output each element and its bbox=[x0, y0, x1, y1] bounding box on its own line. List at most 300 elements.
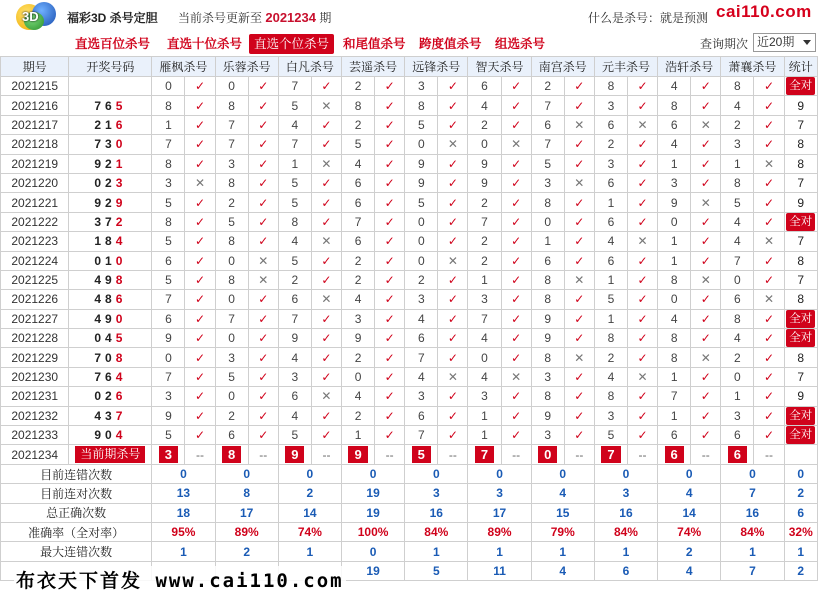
draw-digit: 0 bbox=[94, 176, 106, 191]
kill-result-cell bbox=[185, 329, 215, 348]
current-kill-cell bbox=[594, 445, 627, 464]
kill-result-cell bbox=[375, 348, 405, 367]
kill-result-cell bbox=[375, 270, 405, 289]
kill-result-cell bbox=[754, 270, 784, 289]
summary-value: 0 bbox=[278, 464, 341, 483]
kill-result-cell bbox=[438, 251, 468, 270]
kill-number-cell: 5 bbox=[152, 426, 185, 445]
tab-tens-kill[interactable]: 直选十位杀号 bbox=[167, 37, 243, 51]
check-icon: ✓ bbox=[763, 389, 775, 404]
summary-label: 准确率（全对率） bbox=[1, 522, 152, 541]
kill-result-cell bbox=[375, 193, 405, 212]
kill-number-cell: 1 bbox=[278, 154, 311, 173]
kill-result-cell bbox=[754, 426, 784, 445]
table-row bbox=[1, 96, 818, 115]
kill-result-cell bbox=[438, 329, 468, 348]
kill-result-cell bbox=[691, 270, 721, 289]
check-icon: ✓ bbox=[511, 156, 522, 171]
draw-digit: 4 bbox=[94, 292, 106, 307]
check-icon: ✓ bbox=[194, 331, 206, 346]
kill-number-cell: 1 bbox=[341, 426, 374, 445]
tab-span-kill[interactable]: 跨度值杀号 bbox=[419, 37, 482, 51]
all-correct-badge: 全对 bbox=[786, 407, 815, 425]
draw-digit: 2 bbox=[105, 195, 116, 210]
summary-value: 84% bbox=[594, 522, 657, 541]
check-icon: ✓ bbox=[321, 311, 332, 326]
kill-result-cell bbox=[564, 173, 594, 192]
kill-result-cell bbox=[628, 367, 658, 386]
check-icon: ✓ bbox=[384, 195, 395, 210]
kill-number-cell: 9 bbox=[531, 309, 564, 328]
kill-number-cell: 4 bbox=[468, 96, 501, 115]
period-filter-select[interactable] bbox=[753, 33, 816, 52]
kill-number-cell: 1 bbox=[658, 406, 691, 425]
check-icon: ✓ bbox=[700, 156, 711, 171]
check-icon: ✓ bbox=[258, 156, 269, 171]
kill-number-cell: 7 bbox=[468, 309, 501, 328]
draw-digit: 4 bbox=[115, 234, 127, 249]
summary-stat: 1 bbox=[784, 542, 817, 561]
kill-number-cell: 1 bbox=[721, 154, 754, 173]
kill-result-cell bbox=[248, 135, 278, 154]
kill-number-cell: 2 bbox=[405, 270, 438, 289]
kill-number-cell: 7 bbox=[215, 115, 248, 134]
draw-digit: 9 bbox=[105, 273, 116, 288]
kill-number-cell: 0 bbox=[152, 348, 185, 367]
cross-icon: ✕ bbox=[194, 176, 206, 191]
current-kill-cell bbox=[152, 445, 185, 464]
check-icon: ✓ bbox=[511, 273, 522, 288]
kill-number-cell: 4 bbox=[341, 154, 374, 173]
check-icon: ✓ bbox=[511, 311, 522, 326]
tab-units-kill[interactable]: 直选个位杀号 bbox=[249, 34, 334, 54]
kill-result-cell bbox=[311, 115, 341, 134]
current-kill-badge: 8 bbox=[222, 446, 241, 463]
kill-number-cell: 2 bbox=[215, 406, 248, 425]
row-stat-cell bbox=[784, 77, 817, 96]
kill-number-cell: 4 bbox=[405, 309, 438, 328]
kill-result-cell bbox=[691, 96, 721, 115]
draw-number-cell bbox=[69, 406, 152, 425]
check-icon: ✓ bbox=[447, 350, 458, 365]
kill-result-cell bbox=[501, 290, 531, 309]
check-icon: ✓ bbox=[574, 195, 585, 210]
kill-result-cell bbox=[438, 212, 468, 231]
table-row bbox=[1, 135, 818, 154]
current-kill-dash: -- bbox=[375, 445, 405, 464]
kill-number-cell: 8 bbox=[531, 290, 564, 309]
summary-value: 84% bbox=[405, 522, 468, 541]
logo-mark: 3D bbox=[22, 9, 39, 24]
kill-result-cell bbox=[754, 348, 784, 367]
column-header: 萧襄杀号 bbox=[721, 57, 784, 77]
kill-number-table bbox=[0, 56, 818, 581]
draw-digit: 2 bbox=[105, 176, 116, 191]
summary-row bbox=[1, 522, 818, 541]
kill-result-cell bbox=[564, 232, 594, 251]
check-icon: ✓ bbox=[511, 176, 522, 191]
check-icon: ✓ bbox=[700, 370, 711, 385]
summary-value: 0 bbox=[658, 464, 721, 483]
check-icon: ✓ bbox=[384, 273, 395, 288]
check-icon: ✓ bbox=[574, 156, 585, 171]
summary-value: 1 bbox=[405, 542, 468, 561]
draw-number-cell bbox=[69, 426, 152, 445]
period-cell: 2021229 bbox=[1, 348, 69, 367]
period-cell: 2021217 bbox=[1, 115, 69, 134]
row-stat-cell: 8 bbox=[784, 154, 817, 173]
kill-result-cell bbox=[248, 77, 278, 96]
summary-stat: 2 bbox=[784, 561, 817, 580]
row-stat-cell: 8 bbox=[784, 348, 817, 367]
kill-result-cell bbox=[438, 270, 468, 289]
summary-value: 2 bbox=[658, 542, 721, 561]
draw-digit: 9 bbox=[115, 195, 127, 210]
kill-result-cell bbox=[691, 251, 721, 270]
all-correct-badge: 全对 bbox=[786, 77, 815, 95]
kill-result-cell bbox=[564, 387, 594, 406]
kill-number-cell: 8 bbox=[531, 270, 564, 289]
check-icon: ✓ bbox=[321, 214, 332, 229]
check-icon: ✓ bbox=[574, 98, 585, 113]
kill-result-cell bbox=[501, 212, 531, 231]
kill-number-cell: 4 bbox=[405, 367, 438, 386]
cross-icon: ✕ bbox=[763, 292, 775, 307]
period-cell: 2021222 bbox=[1, 212, 69, 231]
check-icon: ✓ bbox=[763, 195, 775, 210]
kill-result-cell bbox=[438, 115, 468, 134]
kill-number-cell: 1 bbox=[152, 115, 185, 134]
kill-number-cell: 5 bbox=[215, 367, 248, 386]
check-icon: ✓ bbox=[763, 176, 775, 191]
draw-digit: 3 bbox=[105, 408, 116, 423]
summary-row bbox=[1, 542, 818, 561]
check-icon: ✓ bbox=[700, 176, 711, 191]
kill-number-cell: 6 bbox=[468, 77, 501, 96]
check-icon: ✓ bbox=[511, 331, 522, 346]
check-icon: ✓ bbox=[574, 408, 585, 423]
tab-hundreds-kill[interactable]: 直选百位杀号 bbox=[75, 37, 151, 51]
kill-result-cell bbox=[754, 232, 784, 251]
summary-value: 16 bbox=[594, 503, 657, 522]
kill-number-cell: 0 bbox=[468, 348, 501, 367]
kill-result-cell bbox=[311, 77, 341, 96]
row-stat-cell: 9 bbox=[784, 193, 817, 212]
kill-number-cell: 2 bbox=[341, 115, 374, 134]
draw-number-cell bbox=[69, 115, 152, 134]
check-icon: ✓ bbox=[574, 79, 585, 94]
check-icon: ✓ bbox=[637, 137, 648, 152]
kill-number-cell: 3 bbox=[594, 406, 627, 425]
kill-result-cell bbox=[564, 77, 594, 96]
period-cell: 2021231 bbox=[1, 387, 69, 406]
kill-result-cell bbox=[691, 173, 721, 192]
draw-number-cell bbox=[69, 135, 152, 154]
kill-result-cell bbox=[438, 193, 468, 212]
check-icon: ✓ bbox=[447, 273, 458, 288]
draw-digit: 0 bbox=[115, 311, 127, 326]
draw-digit: 9 bbox=[94, 156, 106, 171]
check-icon: ✓ bbox=[763, 428, 775, 443]
check-icon: ✓ bbox=[258, 428, 269, 443]
kill-result-cell bbox=[438, 290, 468, 309]
draw-digit: 4 bbox=[105, 331, 116, 346]
kill-result-cell bbox=[564, 406, 594, 425]
kill-result-cell bbox=[691, 77, 721, 96]
table-row bbox=[1, 406, 818, 425]
row-stat-cell: 8 bbox=[784, 135, 817, 154]
kill-number-cell: 8 bbox=[531, 387, 564, 406]
summary-value: 0 bbox=[721, 464, 784, 483]
kill-number-cell: 6 bbox=[341, 193, 374, 212]
kill-result-cell bbox=[375, 77, 405, 96]
period-cell: 2021223 bbox=[1, 232, 69, 251]
kill-number-cell: 4 bbox=[721, 232, 754, 251]
check-icon: ✓ bbox=[574, 389, 585, 404]
kill-number-cell: 3 bbox=[721, 135, 754, 154]
tab-group-kill[interactable]: 组选杀号 bbox=[495, 37, 546, 51]
check-icon: ✓ bbox=[384, 370, 395, 385]
draw-digit: 9 bbox=[94, 195, 106, 210]
check-icon: ✓ bbox=[637, 253, 648, 268]
tab-sum-tail-kill[interactable]: 和尾值杀号 bbox=[343, 37, 406, 51]
kill-result-cell bbox=[311, 290, 341, 309]
kill-number-cell: 4 bbox=[278, 348, 311, 367]
cross-icon: ✕ bbox=[321, 234, 332, 249]
kill-number-cell: 0 bbox=[215, 329, 248, 348]
cross-icon: ✕ bbox=[763, 234, 775, 249]
period-cell: 2021221 bbox=[1, 193, 69, 212]
kill-result-cell bbox=[438, 309, 468, 328]
check-icon: ✓ bbox=[700, 311, 711, 326]
period-cell: 2021224 bbox=[1, 251, 69, 270]
cross-icon: ✕ bbox=[321, 156, 332, 171]
kill-number-cell: 6 bbox=[405, 329, 438, 348]
summary-stat: 32% bbox=[784, 522, 817, 541]
kill-number-cell: 4 bbox=[278, 232, 311, 251]
kill-result-cell bbox=[375, 232, 405, 251]
kill-number-cell: 6 bbox=[721, 290, 754, 309]
draw-digit: 7 bbox=[94, 350, 106, 365]
kill-result-cell bbox=[691, 426, 721, 445]
cross-icon: ✕ bbox=[258, 273, 269, 288]
kill-number-cell: 3 bbox=[594, 154, 627, 173]
period-cell: 2021226 bbox=[1, 290, 69, 309]
help-text[interactable]: 什么是杀号：就是预测 bbox=[588, 11, 709, 25]
kill-number-cell: 0 bbox=[405, 212, 438, 231]
kill-number-cell: 2 bbox=[594, 135, 627, 154]
check-icon: ✓ bbox=[321, 370, 332, 385]
kill-result-cell bbox=[628, 115, 658, 134]
kill-number-cell: 4 bbox=[468, 367, 501, 386]
kill-number-cell: 3 bbox=[594, 96, 627, 115]
kill-number-cell: 0 bbox=[658, 212, 691, 231]
summary-value: 14 bbox=[658, 503, 721, 522]
check-icon: ✓ bbox=[511, 292, 522, 307]
current-kill-cell bbox=[341, 445, 374, 464]
kill-result-cell bbox=[438, 135, 468, 154]
kill-number-cell: 7 bbox=[721, 251, 754, 270]
check-icon: ✓ bbox=[258, 292, 269, 307]
column-header: 芸遥杀号 bbox=[341, 57, 404, 77]
check-icon: ✓ bbox=[574, 428, 585, 443]
column-header: 统计 bbox=[784, 57, 817, 77]
kill-number-cell: 8 bbox=[531, 193, 564, 212]
kill-result-cell bbox=[438, 367, 468, 386]
kill-number-cell: 8 bbox=[658, 348, 691, 367]
kill-number-cell: 7 bbox=[278, 77, 311, 96]
summary-value: 1 bbox=[721, 542, 784, 561]
check-icon: ✓ bbox=[511, 389, 522, 404]
draw-digit: 6 bbox=[115, 117, 127, 132]
row-stat-cell: 8 bbox=[784, 290, 817, 309]
kill-result-cell bbox=[628, 232, 658, 251]
summary-value: 18 bbox=[152, 503, 215, 522]
check-icon: ✓ bbox=[447, 234, 458, 249]
check-icon: ✓ bbox=[700, 331, 711, 346]
check-icon: ✓ bbox=[637, 428, 648, 443]
table-row bbox=[1, 193, 818, 212]
kill-result-cell bbox=[185, 77, 215, 96]
check-icon: ✓ bbox=[763, 214, 775, 229]
kill-result-cell bbox=[628, 329, 658, 348]
kill-result-cell bbox=[248, 173, 278, 192]
kill-number-cell: 5 bbox=[341, 135, 374, 154]
kill-result-cell bbox=[438, 426, 468, 445]
kill-number-cell: 3 bbox=[531, 173, 564, 192]
kill-result-cell bbox=[248, 154, 278, 173]
all-correct-badge: 全对 bbox=[786, 213, 815, 231]
kill-result-cell bbox=[185, 232, 215, 251]
current-kill-cell bbox=[531, 445, 564, 464]
cross-icon: ✕ bbox=[321, 292, 332, 307]
check-icon: ✓ bbox=[384, 234, 395, 249]
check-icon: ✓ bbox=[763, 408, 775, 423]
current-kill-dash: -- bbox=[248, 445, 278, 464]
check-icon: ✓ bbox=[384, 137, 395, 152]
kill-result-cell bbox=[185, 367, 215, 386]
kill-number-cell: 7 bbox=[405, 348, 438, 367]
kill-number-cell: 1 bbox=[721, 387, 754, 406]
kill-result-cell bbox=[501, 173, 531, 192]
kill-result-cell bbox=[501, 115, 531, 134]
logo[interactable] bbox=[10, 2, 60, 30]
kill-number-cell: 5 bbox=[721, 193, 754, 212]
kill-result-cell bbox=[564, 154, 594, 173]
kill-number-cell: 6 bbox=[278, 387, 311, 406]
draw-digit: 8 bbox=[115, 350, 127, 365]
check-icon: ✓ bbox=[258, 389, 269, 404]
check-icon: ✓ bbox=[447, 117, 458, 132]
row-stat-cell: 9 bbox=[784, 387, 817, 406]
check-icon: ✓ bbox=[700, 214, 711, 229]
kill-result-cell bbox=[248, 309, 278, 328]
draw-digit: 5 bbox=[115, 331, 127, 346]
cross-icon: ✕ bbox=[511, 137, 522, 152]
summary-value: 0 bbox=[594, 464, 657, 483]
kill-number-cell: 2 bbox=[341, 270, 374, 289]
kill-result-cell bbox=[754, 387, 784, 406]
kill-result-cell bbox=[691, 387, 721, 406]
draw-digit: 4 bbox=[94, 273, 106, 288]
current-label-cell bbox=[69, 445, 152, 464]
kill-number-cell: 8 bbox=[215, 232, 248, 251]
kill-number-cell: 5 bbox=[594, 290, 627, 309]
kill-number-cell: 7 bbox=[152, 367, 185, 386]
update-status bbox=[178, 9, 331, 26]
check-icon: ✓ bbox=[447, 408, 458, 423]
kill-result-cell bbox=[438, 348, 468, 367]
summary-label: 总正确次数 bbox=[1, 503, 152, 522]
kill-result-cell bbox=[185, 387, 215, 406]
draw-number-cell bbox=[69, 290, 152, 309]
summary-value: 0 bbox=[341, 464, 404, 483]
draw-digit: 0 bbox=[115, 137, 127, 152]
kill-number-cell: 2 bbox=[341, 77, 374, 96]
kill-result-cell bbox=[628, 348, 658, 367]
period-cell: 2021230 bbox=[1, 367, 69, 386]
draw-digit: 7 bbox=[115, 408, 127, 423]
period-filter-value: 近20期 bbox=[757, 35, 795, 49]
draw-digit: 8 bbox=[105, 234, 116, 249]
current-kill-dash: -- bbox=[564, 445, 594, 464]
kill-result-cell bbox=[564, 96, 594, 115]
kill-result-cell bbox=[375, 96, 405, 115]
draw-number-cell bbox=[69, 173, 152, 192]
draw-digit: 1 bbox=[105, 253, 116, 268]
current-kill-dash: -- bbox=[311, 445, 341, 464]
cross-icon: ✕ bbox=[321, 98, 332, 113]
check-icon: ✓ bbox=[700, 98, 711, 113]
kill-number-cell: 4 bbox=[468, 329, 501, 348]
kill-result-cell bbox=[311, 270, 341, 289]
check-icon: ✓ bbox=[700, 253, 711, 268]
kill-result-cell bbox=[628, 96, 658, 115]
column-header: 白凡杀号 bbox=[278, 57, 341, 77]
kill-result-cell bbox=[248, 387, 278, 406]
check-icon: ✓ bbox=[700, 234, 711, 249]
current-kill-badge: 5 bbox=[412, 446, 431, 463]
check-icon: ✓ bbox=[194, 234, 206, 249]
kill-result-cell bbox=[248, 426, 278, 445]
site-name: 福彩3D 杀号定胆 bbox=[67, 11, 158, 25]
kill-result-cell bbox=[311, 173, 341, 192]
kill-result-cell bbox=[754, 115, 784, 134]
check-icon: ✓ bbox=[763, 331, 775, 346]
check-icon: ✓ bbox=[700, 428, 711, 443]
check-icon: ✓ bbox=[321, 273, 332, 288]
kill-number-cell: 0 bbox=[215, 251, 248, 270]
all-correct-badge: 全对 bbox=[786, 310, 815, 328]
kill-number-cell: 9 bbox=[468, 173, 501, 192]
check-icon: ✓ bbox=[321, 350, 332, 365]
period-cell: 2021215 bbox=[1, 77, 69, 96]
kill-number-cell: 8 bbox=[215, 270, 248, 289]
check-icon: ✓ bbox=[194, 98, 206, 113]
check-icon: ✓ bbox=[763, 79, 775, 94]
kill-result-cell bbox=[564, 251, 594, 270]
draw-number-cell bbox=[69, 232, 152, 251]
column-header: 智天杀号 bbox=[468, 57, 531, 77]
summary-value: 17 bbox=[468, 503, 531, 522]
summary-stat: 6 bbox=[784, 503, 817, 522]
column-header: 南宫杀号 bbox=[531, 57, 594, 77]
kill-result-cell bbox=[628, 387, 658, 406]
table-row bbox=[1, 173, 818, 192]
draw-digit: 4 bbox=[94, 408, 106, 423]
row-stat-cell: 7 bbox=[784, 367, 817, 386]
kill-number-cell: 0 bbox=[215, 290, 248, 309]
